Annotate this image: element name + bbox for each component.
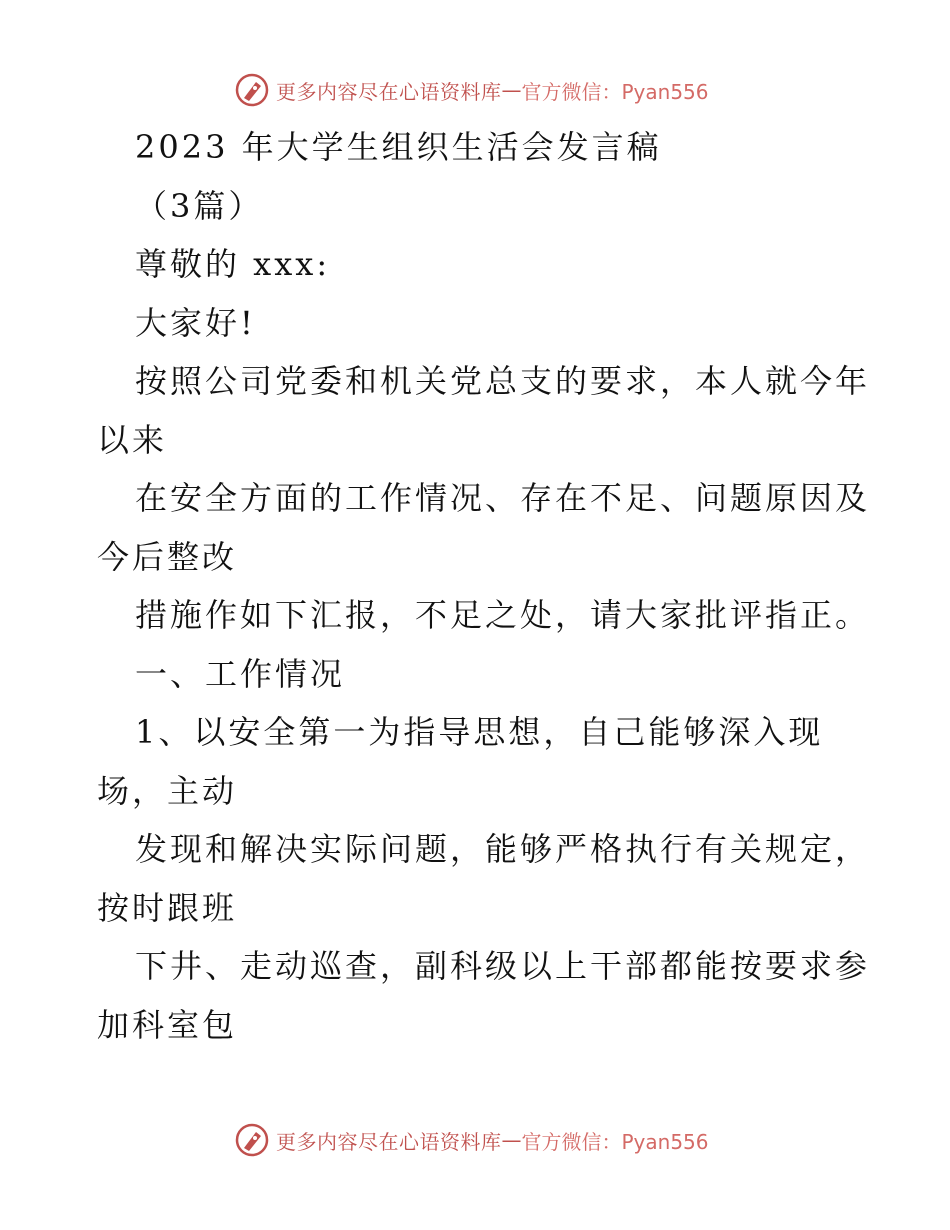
watermark-contact: 官方微信：Pyan556 <box>521 1129 709 1154</box>
document-line: （3篇） <box>135 186 264 225</box>
document-line: 场，主动 <box>97 771 238 810</box>
watermark-text: 更多内容尽在心语资料库 <box>276 79 502 104</box>
footer-watermark <box>234 1120 709 1160</box>
document-line: 发现和解决实际问题，能够严格执行有关规定， <box>135 830 871 868</box>
document-body <box>97 118 871 1054</box>
document-line: 大家好! <box>135 303 256 342</box>
header-watermark <box>234 70 709 110</box>
watermark-separator: — <box>501 78 522 102</box>
watermark-contact: 官方微信：Pyan556 <box>521 79 709 104</box>
document-line: 一、工作情况 <box>135 654 346 693</box>
document-line: 措施作如下汇报，不足之处，请大家批评指正。 <box>135 596 871 634</box>
document-line: 按时跟班 <box>97 888 238 927</box>
pen-nib-circle-icon <box>234 1122 270 1158</box>
document-line: 1、以安全第一为指导思想，自己能够深入现 <box>135 713 824 751</box>
pen-nib-circle-icon <box>234 72 270 108</box>
document-line: 在安全方面的工作情况、存在不足、问题原因及 <box>135 479 871 517</box>
document-line: 按照公司党委和机关党总支的要求，本人就今年 <box>135 362 871 400</box>
document-line: 尊敬的 xxx: <box>135 245 331 283</box>
document-line: 加科室包 <box>97 1005 238 1044</box>
watermark-text: 更多内容尽在心语资料库 <box>276 1129 502 1154</box>
document-line: 以来 <box>97 420 168 459</box>
document-line: 今后整改 <box>97 537 238 576</box>
document-line: 2023 年大学生组织生活会发言稿 <box>135 128 662 166</box>
document-line: 下井、走动巡查，副科级以上干部都能按要求参 <box>135 947 871 985</box>
watermark-separator: — <box>501 1128 522 1152</box>
